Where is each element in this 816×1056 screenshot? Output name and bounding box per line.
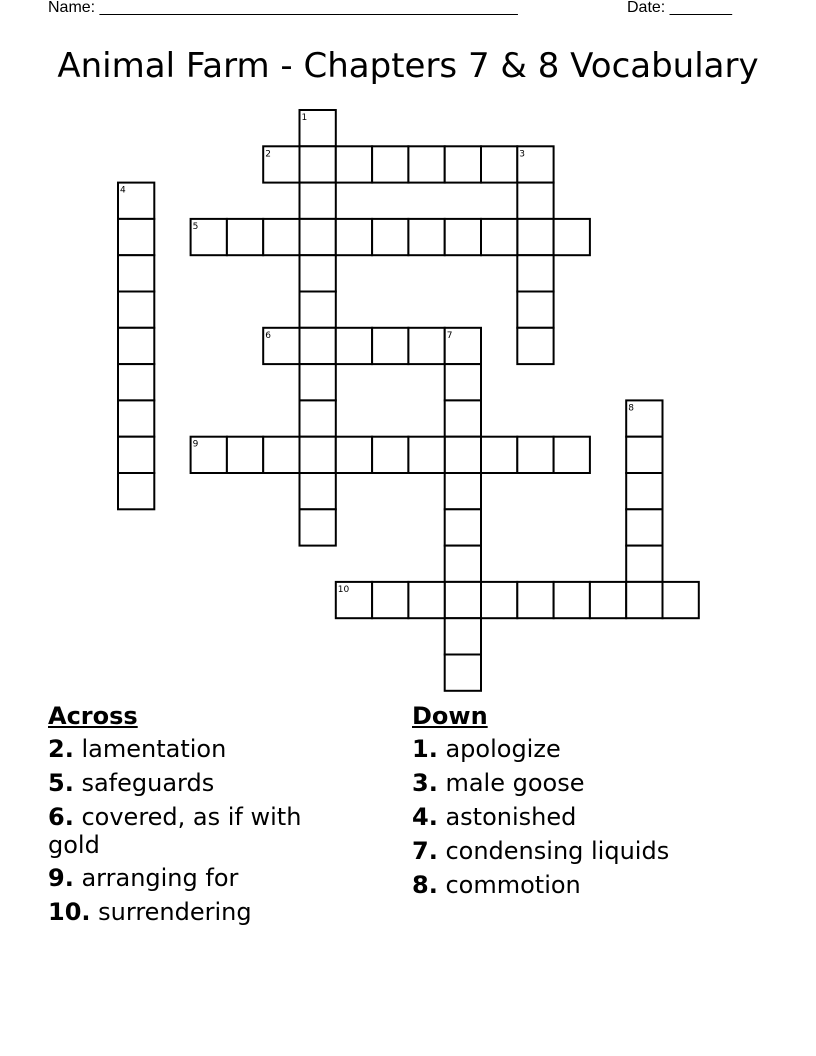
name-line: Name: _______________________________________________	[48, 0, 518, 16]
down-clues	[412, 702, 712, 905]
grid-cell[interactable]	[626, 437, 662, 473]
grid-cell[interactable]	[372, 328, 408, 364]
clue-text: safeguards	[81, 769, 215, 797]
grid-cell[interactable]	[336, 219, 372, 255]
clue-text: astonished	[445, 803, 577, 831]
clue-number: 1.	[412, 735, 438, 763]
clue-number: 7.	[412, 837, 438, 865]
grid-cell[interactable]	[445, 509, 481, 545]
clue-text: surrendering	[98, 898, 252, 926]
grid-cell[interactable]	[481, 219, 517, 255]
down-heading: Down	[412, 702, 488, 730]
down-clue	[412, 735, 712, 764]
clue-number: 9.	[48, 864, 74, 892]
grid-cell[interactable]	[300, 255, 336, 291]
grid-cell[interactable]	[300, 400, 336, 436]
grid-cell[interactable]	[517, 219, 553, 255]
cell-number: 10	[337, 584, 350, 595]
grid-cell[interactable]	[336, 437, 372, 473]
grid-cell[interactable]	[300, 219, 336, 255]
grid-cell[interactable]	[481, 146, 517, 182]
grid-cell[interactable]	[445, 364, 481, 400]
clue-number: 5.	[48, 769, 74, 797]
grid-cell[interactable]	[227, 437, 263, 473]
clue-text: arranging for	[81, 864, 239, 892]
clue-text: covered, as if with gold	[48, 803, 302, 859]
across-clue	[48, 735, 348, 764]
clue-text: condensing liquids	[445, 837, 670, 865]
cell-number: 3	[519, 149, 526, 160]
grid-cell[interactable]	[626, 509, 662, 545]
grid-cell[interactable]	[626, 546, 662, 582]
grid-cell[interactable]	[590, 582, 626, 618]
grid-cell[interactable]	[118, 292, 154, 328]
clue-number: 4.	[412, 803, 438, 831]
clue-text: apologize	[445, 735, 561, 763]
grid-cell[interactable]	[408, 146, 444, 182]
clue-number: 10.	[48, 898, 91, 926]
cell-number: 7	[446, 330, 453, 341]
grid-cell[interactable]	[445, 437, 481, 473]
grid-cell[interactable]	[445, 655, 481, 691]
clue-number: 3.	[412, 769, 438, 797]
grid-cell[interactable]	[118, 328, 154, 364]
grid-cell[interactable]	[300, 473, 336, 509]
grid-cell[interactable]	[227, 219, 263, 255]
grid-cell[interactable]	[263, 437, 299, 473]
grid-cell[interactable]	[118, 219, 154, 255]
down-clue	[412, 871, 712, 900]
clue-text: commotion	[445, 871, 581, 899]
grid-cell[interactable]	[445, 618, 481, 654]
cell-number: 6	[265, 330, 271, 341]
date-line: Date: _______	[627, 0, 732, 16]
grid-cell[interactable]	[517, 183, 553, 219]
grid-cell[interactable]	[445, 219, 481, 255]
clue-text: male goose	[445, 769, 585, 797]
grid-cell[interactable]	[481, 582, 517, 618]
grid-cell[interactable]	[118, 255, 154, 291]
cell-number: 9	[192, 439, 199, 450]
grid-cell[interactable]	[554, 219, 590, 255]
across-clue	[48, 864, 348, 893]
grid-cell[interactable]	[118, 400, 154, 436]
grid-cell[interactable]	[408, 328, 444, 364]
grid-cell[interactable]	[445, 473, 481, 509]
down-clue	[412, 837, 712, 866]
grid-cell[interactable]	[626, 582, 662, 618]
grid-cell[interactable]	[372, 582, 408, 618]
cell-number: 2	[265, 149, 271, 160]
grid-cell[interactable]	[118, 473, 154, 509]
grid-cell[interactable]	[408, 437, 444, 473]
grid-cell[interactable]	[372, 219, 408, 255]
grid-cell[interactable]	[517, 328, 553, 364]
clue-number: 8.	[412, 871, 438, 899]
grid-cell[interactable]	[517, 292, 553, 328]
clue-number: 2.	[48, 735, 74, 763]
grid-cell[interactable]	[372, 146, 408, 182]
grid-cell[interactable]	[372, 437, 408, 473]
across-clue	[48, 898, 348, 927]
grid-cell[interactable]	[300, 437, 336, 473]
grid-cell[interactable]	[118, 437, 154, 473]
cell-number: 4	[120, 185, 126, 196]
clue-number: 6.	[48, 803, 74, 831]
cell-number: 8	[628, 403, 634, 414]
cell-number: 5	[192, 221, 199, 232]
page-title: Animal Farm - Chapters 7 & 8 Vocabulary	[57, 46, 759, 86]
grid-cell[interactable]	[300, 509, 336, 545]
across-clue	[48, 803, 348, 859]
grid-cell[interactable]	[517, 437, 553, 473]
grid-cell[interactable]	[118, 364, 154, 400]
grid-cell[interactable]	[445, 582, 481, 618]
grid-cell[interactable]	[408, 582, 444, 618]
across-clues	[48, 702, 348, 932]
grid-cell[interactable]	[445, 146, 481, 182]
grid-cell[interactable]	[554, 437, 590, 473]
grid-cell[interactable]	[300, 328, 336, 364]
down-clue	[412, 769, 712, 798]
across-heading: Across	[48, 702, 138, 730]
clue-text: lamentation	[81, 735, 227, 763]
cell-number: 1	[301, 113, 308, 123]
grid-cell[interactable]	[445, 400, 481, 436]
grid-cell[interactable]	[300, 364, 336, 400]
grid-cell[interactable]	[626, 473, 662, 509]
grid-cell[interactable]	[481, 437, 517, 473]
grid-cell[interactable]	[300, 292, 336, 328]
grid-cell[interactable]	[554, 582, 590, 618]
grid-cell[interactable]	[517, 582, 553, 618]
grid-cell[interactable]	[517, 255, 553, 291]
grid-cell[interactable]	[263, 219, 299, 255]
grid-cell[interactable]	[300, 183, 336, 219]
grid-cell[interactable]	[300, 146, 336, 182]
grid-cell[interactable]	[336, 146, 372, 182]
grid-cell[interactable]	[336, 328, 372, 364]
grid-cell[interactable]	[408, 219, 444, 255]
across-clue	[48, 769, 348, 798]
grid-cell[interactable]	[445, 546, 481, 582]
down-clue	[412, 803, 712, 832]
grid-cell[interactable]	[663, 582, 699, 618]
